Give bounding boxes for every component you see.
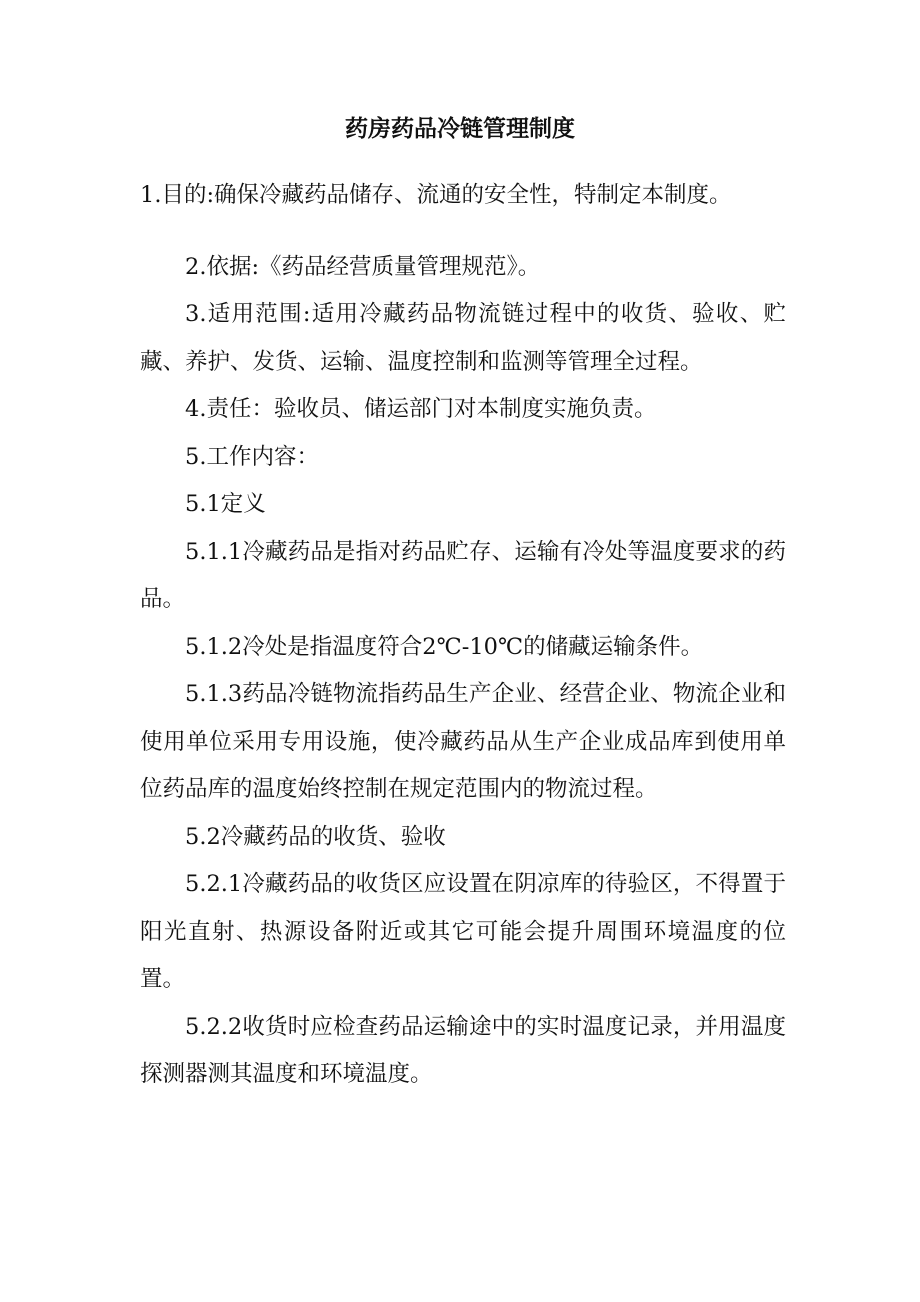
document-body [140, 172, 786, 1099]
paragraph-definition-heading: 5.1定义 [185, 491, 266, 517]
document-title: 药房药品冷链管理制度 [345, 116, 575, 142]
paragraph-receiving-2: 5.2.2收货时应检查药品运输途中的实时温度记录，并用温度探测器测其温度和环境温度。 [140, 1013, 786, 1087]
paragraph-work-content: 5.工作内容： [185, 443, 319, 470]
paragraph-basis: 2.依据:《药品经营质量管理规范》。 [185, 253, 541, 280]
paragraph-receiving-1: 5.2.1冷藏药品的收货区应设置在阴凉库的待验区，不得置于阳光直射、热源设备附近或其它可能会提升周围环境温度的位置。 [140, 871, 786, 992]
paragraph-responsibility: 4.责任：验收员、储运部门对本制度实施负责。 [185, 396, 657, 422]
paragraph-definition-1: 5.1.1冷藏药品是指对药品贮存、运输有冷处等温度要求的药品。 [140, 538, 786, 612]
paragraph-definition-2: 5.1.2冷处是指温度符合2℃-10℃的储藏运输条件。 [185, 633, 704, 660]
paragraph-definition-3: 5.1.3药品冷链物流指药品生产企业、经营企业、物流企业和使用单位采用专用设施，使冷藏药品从生产企业成品库到使用单位药品库的温度始终控制在规定范围内的物流过程。 [140, 681, 786, 802]
paragraph-purpose: 1.目的:确保冷藏药品储存、流通的安全性，特制定本制度。 [140, 182, 732, 208]
paragraph-receiving-heading: 5.2冷藏药品的收货、验收 [185, 823, 446, 850]
paragraph-scope: 3.适用范围:适用冷藏药品物流链过程中的收货、验收、贮藏、养护、发货、运输、温度控制和监测等管理全过程。 [140, 301, 786, 375]
